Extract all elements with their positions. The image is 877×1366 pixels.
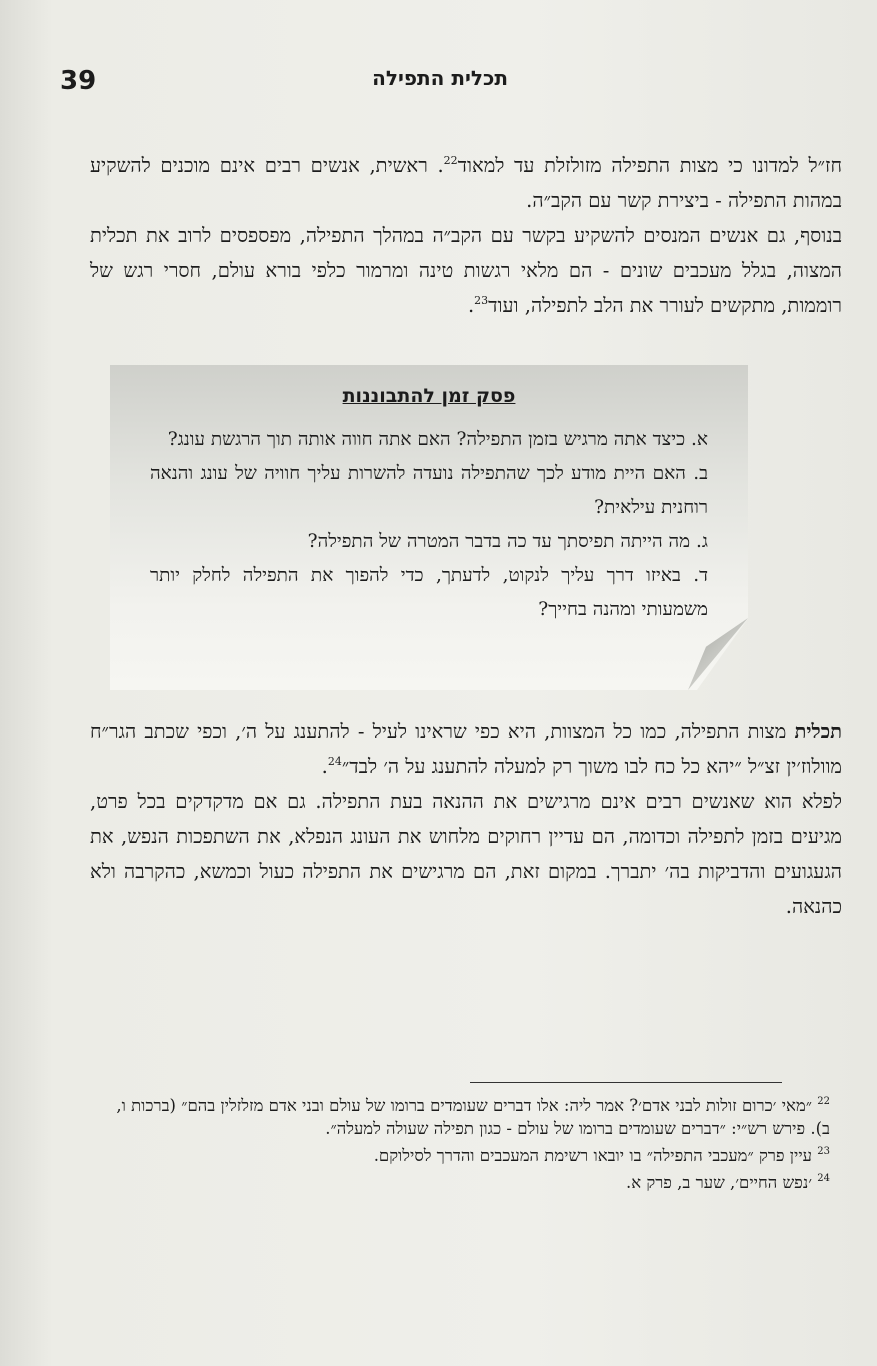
paragraph-purpose-second — [90, 784, 842, 924]
footnote-separator — [470, 1082, 782, 1083]
reflection-box — [110, 365, 748, 690]
footnote-number: 24 — [817, 1173, 830, 1184]
footnote-item — [95, 1167, 830, 1194]
footnote-text: ׳נפש החיים׳, שער ב, פרק א. — [625, 1173, 813, 1192]
paragraph-intro — [90, 148, 842, 323]
footnote-ref-24: 24 — [327, 755, 342, 768]
text-span: . — [321, 755, 328, 778]
reflection-question: ב. האם היית מודע לכך שהתפילה נועדה להשרות עליך חוויה של עונג והנאה רוחנית עילאית? — [150, 463, 708, 518]
text-span: לפלא הוא שאנשים רבים אינם מרגישים את ההנאה בעת התפילה. גם אם מדקדקים בכל פרט, מגיעים בזמן לתפילה וכדומה, הם עדיין רחוקים מלחוש את העונג הנפלא, את השתפכות הנפש, את הגעגועים והדביקות בה׳ יתברך. במקום זאת, הם מרגישים את התפילה כעול וכמשא, כהקרבה ולא כהנאה. — [90, 790, 842, 918]
reflection-question: ג. מה הייתה תפיסתך עד כה בדבר המטרה של התפילה? — [307, 531, 708, 552]
page-header — [60, 62, 820, 102]
bold-lead-word: תכלית — [794, 720, 842, 743]
paragraph-purpose-first — [90, 714, 842, 784]
footnote-ref-23: 23 — [474, 294, 489, 307]
paragraph-intro-second — [90, 218, 842, 323]
reflection-box-title: פסק זמן להתבוננות — [342, 385, 516, 407]
paragraph-intro-first — [90, 148, 842, 218]
text-span: בנוסף, גם אנשים המנסים להשקיע בקשר עם הקב״ה במהלך התפילה, מפספסים לרוב את תכלית המצוה, בגלל מעכבים שונים - הם מלאי רגשות טינה ומרמור כלפי בורא עולם, חסרי רגש של רוממות, מתקשים לעורר את הלב לתפילה, ועוד — [90, 224, 842, 317]
footnote-number: 23 — [817, 1146, 830, 1157]
text-span: חז״ל למדונו כי מצות התפילה מזולזלת עד למאוד — [457, 154, 842, 177]
text-span: . — [467, 294, 475, 317]
footnotes — [95, 1090, 830, 1194]
footnote-item — [95, 1090, 830, 1140]
text-span: . ראשית, אנשים רבים אינם מוכנים להשקיע במהות התפילה - ביצירת קשר עם הקב״ה. — [90, 154, 842, 212]
running-title: תכלית התפילה — [372, 66, 508, 90]
footnote-number: 22 — [817, 1096, 830, 1107]
reflection-question-list — [150, 423, 708, 627]
page-number: 39 — [60, 66, 97, 96]
footnote-text: ״מאי ׳כרום זולות לבני אדם׳? אמר ליה: אלו דברים שעומדים ברומו של עולם ובני אדם מזלזלין בהם״ (ברכות ו, ב). פירש רש״י: ״דברים שעומדים ברומו של עולם - כגון תפילה שעולה למעלה״. — [116, 1096, 830, 1138]
footnote-item — [95, 1140, 830, 1167]
footnote-text: עיין פרק ״מעכבי התפילה״ בו יובאו רשימת המעכבים והדרך לסילוקם. — [373, 1146, 813, 1165]
reflection-question: ד. באיזו דרך עליך לנקוט, לדעתך, כדי להפוך את התפילה לחלק יותר משמעותי ומהנה בחייך? — [150, 565, 708, 620]
footnote-ref-22: 22 — [443, 154, 458, 167]
text-span: מצות התפילה, כמו כל המצוות, היא כפי שראינו לעיל - להתענג על ה׳, וכפי שכתב הגר״ח מוולוז׳ין זצ״ל ״יהא כל כח לבו משוך רק למעלה להתענג על ה׳ לבד״ — [90, 720, 842, 778]
reflection-question: א. כיצד אתה מרגיש בזמן התפילה? האם אתה חווה אותה תוך הרגשת עונג? — [167, 429, 708, 450]
paragraph-purpose — [90, 714, 842, 924]
